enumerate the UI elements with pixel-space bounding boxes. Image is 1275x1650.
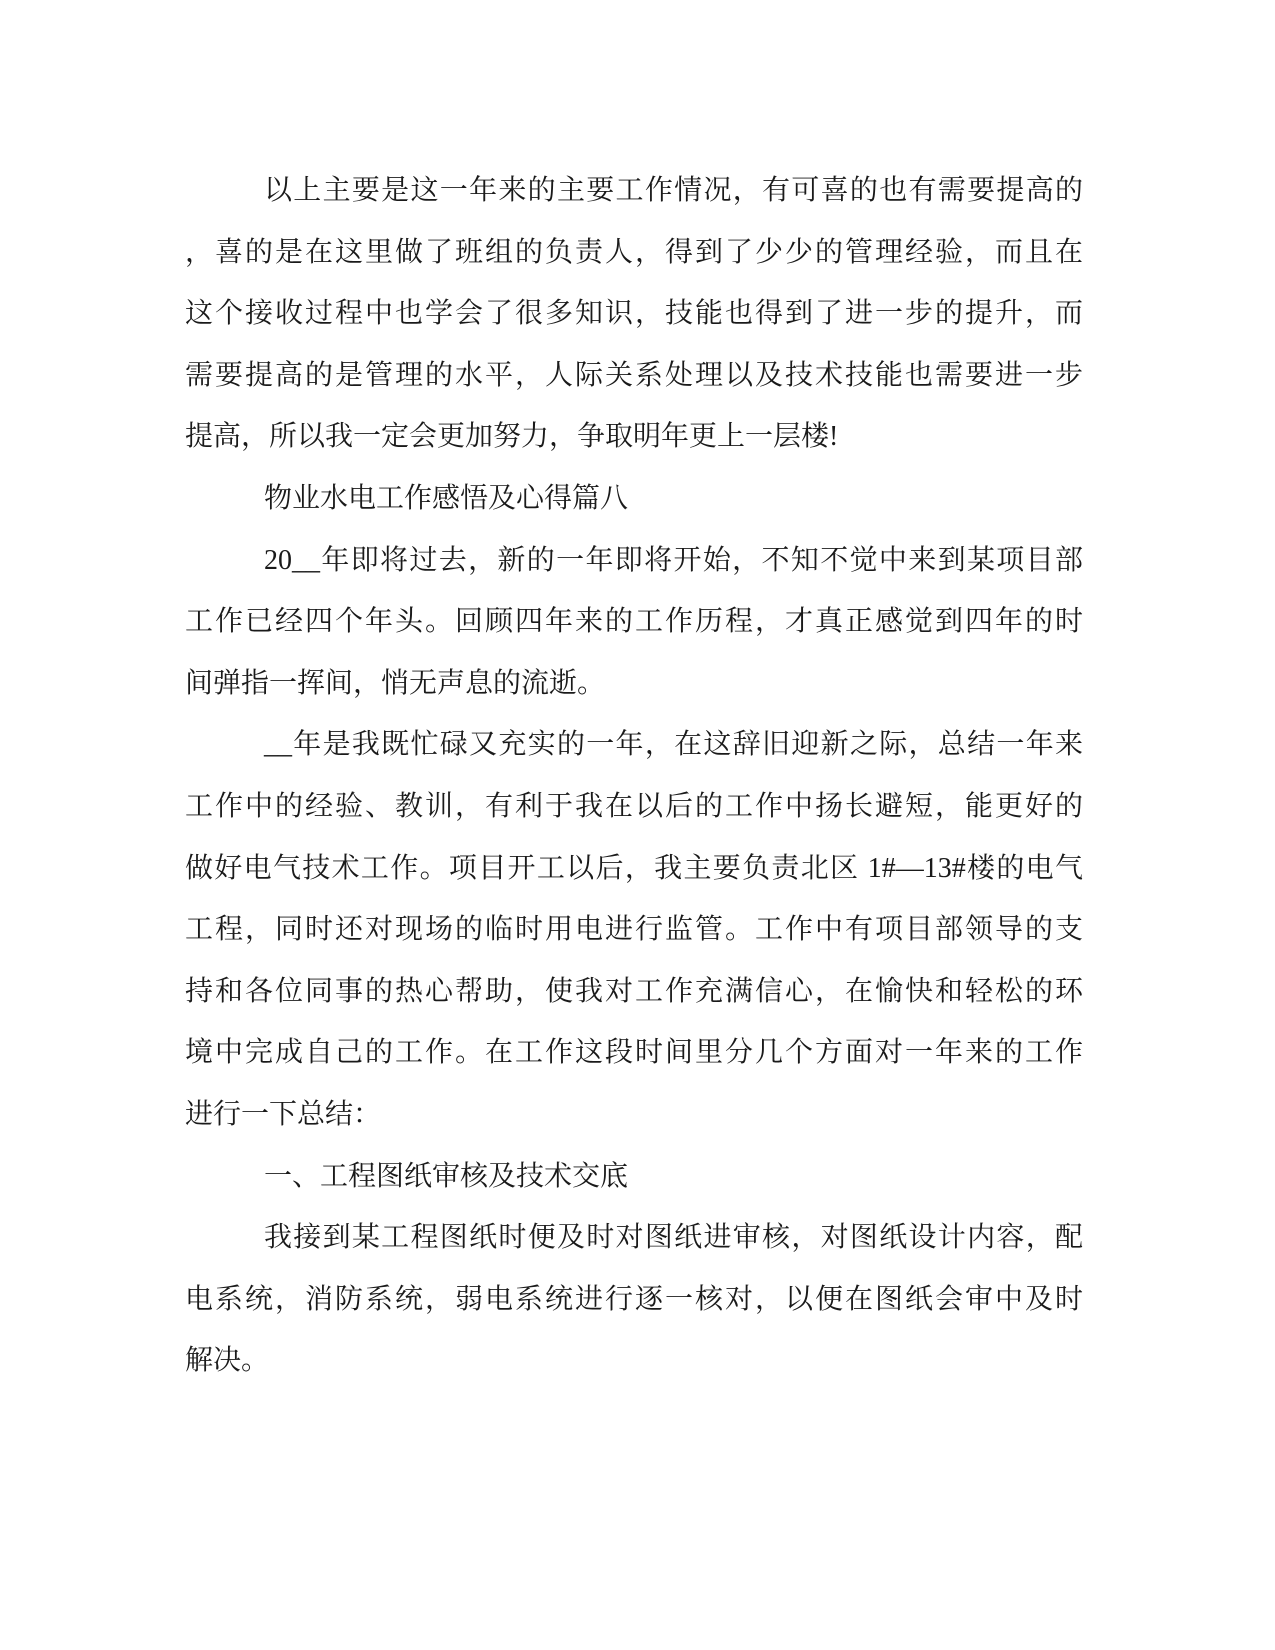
text-line: 解决。 bbox=[185, 1345, 270, 1377]
text-line: ，喜的是在这里做了班组的负责人，得到了少少的管理经验，而且在 bbox=[185, 236, 1083, 268]
text-line: 以上主要是这一年来的主要工作情况，有可喜的也有需要提高的 bbox=[264, 175, 1083, 206]
text-line: 间弹指一挥间，悄无声息的流逝。 bbox=[185, 667, 606, 699]
text-line: __年是我既忙碌又充实的一年，在这辞旧迎新之际，总结一年来 bbox=[264, 729, 1083, 761]
text-line: 电系统，消防系统，弱电系统进行逐一核对，以便在图纸会审中及时 bbox=[185, 1283, 1083, 1315]
text-line: 做好电气技术工作。项目开工以后，我主要负责北区 1#—13#楼的电气 bbox=[185, 852, 1083, 884]
text-line: 这个接收过程中也学会了很多知识，技能也得到了进一步的提升，而 bbox=[185, 298, 1083, 330]
text-line: 工作已经四个年头。回顾四年来的工作历程，才真正感觉到四年的时 bbox=[185, 606, 1083, 638]
section-heading-line: 一、工程图纸审核及技术交底 bbox=[264, 1160, 629, 1192]
text-line: 进行一下总结： bbox=[185, 1098, 382, 1130]
text-line: 工作中的经验、教训，有利于我在以后的工作中扬长避短，能更好的 bbox=[185, 790, 1083, 822]
text-line: 需要提高的是管理的水平，人际关系处理以及技术技能也需要进一步 bbox=[185, 359, 1083, 391]
text-line: 提高，所以我一定会更加努力，争取明年更上一层楼! bbox=[185, 421, 839, 453]
text-line: 境中完成自己的工作。在工作这段时间里分几个方面对一年来的工作 bbox=[185, 1037, 1083, 1069]
text-line: 我接到某工程图纸时便及时对图纸进审核，对图纸设计内容，配 bbox=[264, 1222, 1083, 1254]
text-line: 20__年即将过去，新的一年即将开始，不知不觉中来到某项目部 bbox=[264, 544, 1083, 576]
text-line: 持和各位同事的热心帮助，使我对工作充满信心，在愉快和轻松的环 bbox=[185, 975, 1083, 1007]
section-title-line: 物业水电工作感悟及心得篇八 bbox=[264, 482, 629, 514]
text-line: 工程，同时还对现场的临时用电进行监管。工作中有项目部领导的支 bbox=[185, 914, 1083, 946]
document-body bbox=[185, 160, 1083, 1392]
